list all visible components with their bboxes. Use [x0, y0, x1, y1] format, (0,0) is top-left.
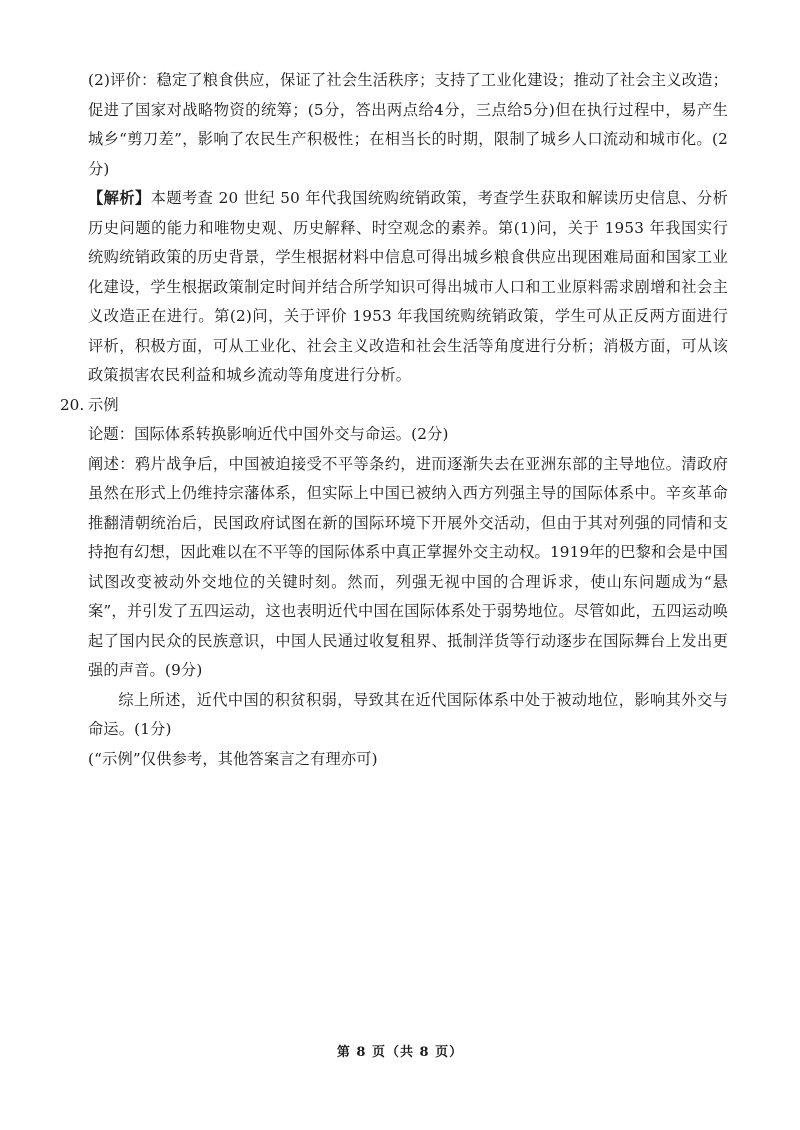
analysis-text: 本题考查 20 世纪 50 年代我国统购统销政策，考查学生获取和解读历史信息、分析历史问题的能力和唯物史观、历史解释、时空观念的素养。第(1)问，关于 1953 年我国实行统购统销政策的历史背景，学生根据材料中信息可得出城乡粮食供应出现困难局面和国家工业化建设，学生根据政策制定时间并结合所学知识可得出城市人口和工业原料需求剧增和社会主义改造正在进行。第(2)问，关于评价 1953 年我国统购统销政策，学生可从正反两方面进行评析，积极方面，可从工业化、社会主义改造和社会生活等角度进行分析；消极方面，可从该政策损害农民利益和城乡流动等角度进行分析。 — [88, 189, 728, 384]
answer-19-analysis — [88, 184, 728, 391]
answer-20-note: (“示例”仅供参考，其他答案言之有理亦可) — [88, 749, 378, 768]
analysis-tag: 【解析】 — [88, 189, 151, 207]
answer-20-thesis: 论题：国际体系转换影响近代中国外交与命运。(2分) — [88, 425, 449, 443]
answer-20-argument: 阐述：鸦片战争后，中国被迫接受不平等条约，进而逐渐失去在亚洲东部的主导地位。清政府虽然在形式上仍维持宗藩体系，但实际上中国已被纳入西方列强主导的国际体系中。辛亥革命推翻清朝统治后，民国政府试图在新的国际环境下开展外交活动，但由于其对列强的同情和支持抱有幻想，因此难以在不平等的国际体系中真正掌握外交主动权。1919年的巴黎和会是中国试图改变被动外交地位的关键时刻。然而，列强无视中国的合理诉求，使山东问题成为“悬案”，并引发了五四运动，这也表明近代中国在国际体系处于弱势地位。尽管如此，五四运动唤起了国内民众的民族意识，中国人民通过收复租界、抵制洋货等行动逐步在国际舞台上发出更强的声音。(9分) — [88, 454, 728, 679]
answer-19-part-2: (2)评价：稳定了粮食供应，保证了社会生活秩序；支持了工业化建设；推动了社会主义改造；促进了国家对战略物资的统筹；(5分，答出两点给4分，三点给5分)但在执行过程中，易产生城乡“剪刀差”，影响了农民生产积极性；在相当长的时期，限制了城乡人口流动和城市化。(2分) — [88, 71, 728, 178]
question-20-header — [60, 391, 728, 421]
page-footer: 第 8 页（共 8 页） — [336, 1045, 464, 1060]
answer-content — [60, 66, 728, 774]
question-number: 20. — [60, 395, 85, 414]
question-20-label: 示例 — [88, 395, 119, 414]
answer-20-conclusion: 综上所述，近代中国的积贫积弱，导致其在近代国际体系中处于被动地位，影响其外交与命运。(1分) — [88, 690, 728, 738]
